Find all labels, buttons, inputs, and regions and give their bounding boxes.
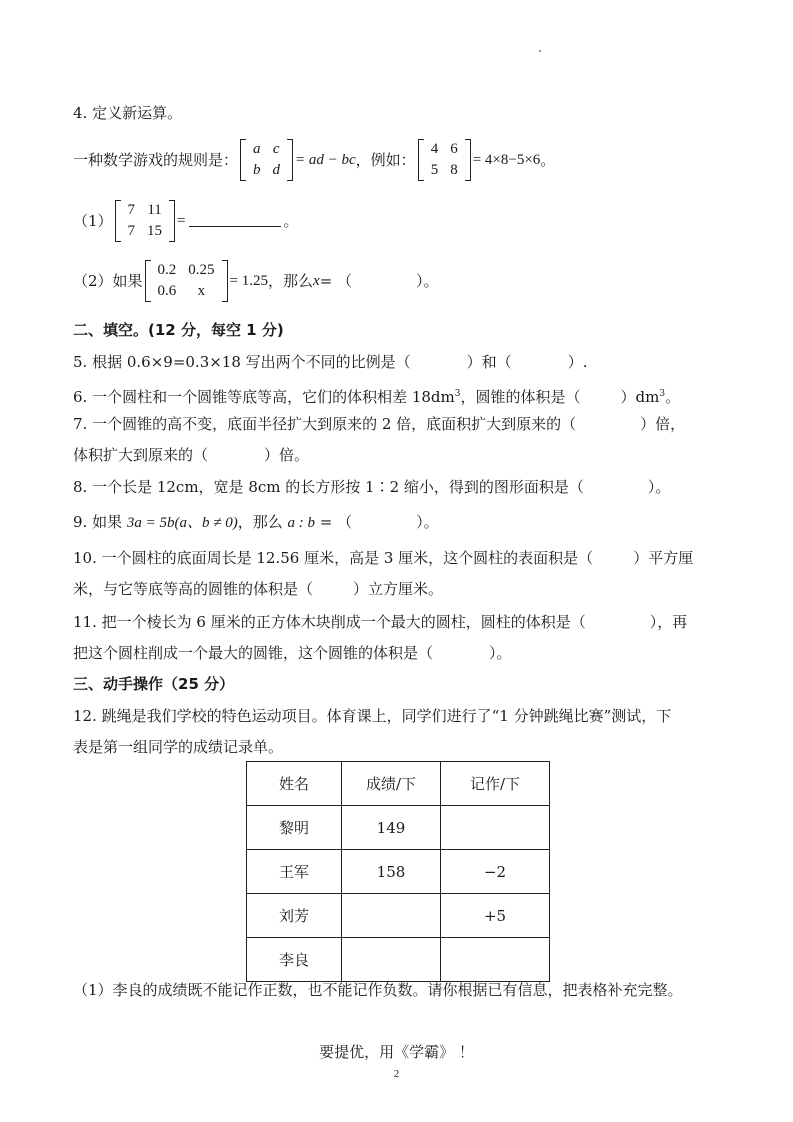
example-matrix (418, 139, 471, 181)
q8-text: 8. 一个长是 12cm，宽是 8cm 的长方形按 1∶2 缩小，得到的图形面积是（ (73, 478, 584, 496)
q11-text: ），再 (649, 613, 688, 631)
q4-rule-end: 。 (540, 151, 556, 169)
q6 (73, 384, 680, 407)
matrix-cell: 0.2 (157, 262, 177, 278)
q9-expression: 3a = 5b(a、b ≠ 0) (126, 515, 238, 531)
superscript: 3 (659, 389, 666, 399)
q5-text: ）和（ (466, 353, 512, 371)
table-cell-record[interactable] (441, 938, 550, 982)
table-cell-score[interactable]: 158 (342, 850, 441, 894)
q4-part1 (73, 198, 299, 244)
part1-label: （1） (73, 212, 113, 230)
q4-rule-line (73, 137, 555, 183)
section2-heading: 二、填空。(12 分，每空 1 分) (73, 321, 284, 339)
q8 (73, 477, 670, 497)
table-header: 成绩/下 (342, 762, 441, 806)
matrix-cell: 8 (450, 162, 458, 178)
q5 (73, 352, 587, 372)
q10-line1 (73, 548, 693, 568)
table-header: 记作/下 (441, 762, 550, 806)
q7-line2 (73, 445, 309, 465)
section3-heading: 三、动手操作（25 分） (73, 675, 235, 693)
table-header: 姓名 (247, 762, 342, 806)
q8-text: ）。 (647, 478, 671, 496)
matrix-cell: 5 (430, 162, 439, 178)
score-table (246, 761, 550, 982)
table-cell-name: 刘芳 (247, 894, 342, 938)
q11-text: ）。 (489, 644, 512, 662)
page-number: 2 (393, 1068, 400, 1080)
q11-text: 把这个圆柱削成一个最大的圆锥，这个圆锥的体积是（ (73, 644, 434, 662)
table-cell-record[interactable] (441, 806, 550, 850)
q6-text: ）dm (620, 388, 660, 406)
q10-line2 (73, 579, 443, 599)
q9-text: 9. 如果 (73, 513, 127, 531)
q10-text: ）立方厘米。 (353, 580, 444, 598)
q4-part2 (73, 258, 439, 304)
table-row (247, 806, 550, 850)
q12-part1: （1）李良的成绩既不能记作正数，也不能记作负数。请你根据已有信息，把表格补充完整。 (73, 981, 683, 999)
scan-speck (539, 50, 541, 52)
q7-text: ）倍。 (264, 446, 310, 464)
q6-text: 。 (665, 388, 681, 406)
table-cell-name: 李良 (247, 938, 342, 982)
q4-rule-prefix: 一种数学游戏的规则是： (73, 151, 239, 169)
matrix-cell: a (253, 141, 261, 157)
q12-line2: 表是第一组同学的成绩记录单。 (73, 738, 284, 756)
q12-line1: 12. 跳绳是我们学校的特色运动项目。体育课上，同学们进行了“1 分钟跳绳比赛”测试，下 (73, 707, 672, 725)
part1-end: 。 (283, 212, 299, 230)
table-row (247, 850, 550, 894)
q7-text: 7. 一个圆锥的高不变，底面半径扩大到原来的 2 倍，底面积扩大到原来的（ (73, 415, 577, 433)
table-cell-record[interactable]: −2 (441, 850, 550, 894)
q6-text: 6. 一个圆柱和一个圆锥等底等高，它们的体积相差 18dm (73, 388, 455, 406)
q7-line1 (73, 414, 685, 434)
part2-label: （2）如果 (73, 272, 143, 290)
q10-text: ）平方厘 (633, 549, 694, 567)
table-cell-score[interactable]: 149 (342, 806, 441, 850)
matrix-cell: 0.25 (188, 262, 215, 278)
example-result: = 4×8−5×6 (472, 152, 541, 168)
part2-then: ，那么 (268, 272, 314, 290)
part2-eq: = （ (319, 272, 353, 290)
q6-text: ，圆锥的体积是（ (460, 388, 581, 406)
part1-eq: = (177, 213, 186, 229)
table-row (247, 938, 550, 982)
q4-title: 4. 定义新运算。 (73, 104, 183, 122)
q11-line2 (73, 643, 512, 663)
q9-ratio: a : b (287, 515, 315, 531)
matrix-cell: c (272, 141, 280, 157)
matrix-cell: 6 (450, 141, 458, 157)
table-cell-name: 王军 (247, 850, 342, 894)
part2-end: ）。 (416, 272, 439, 290)
matrix-cell: 0.6 (157, 283, 177, 299)
q5-text: ）. (567, 353, 588, 371)
table-cell-score[interactable] (342, 938, 441, 982)
q9-text: = （ (315, 513, 353, 531)
q10-text: 米，与它等底等高的圆锥的体积是（ (73, 580, 314, 598)
q9-text: ，那么 (237, 513, 288, 531)
table-cell-name: 黎明 (247, 806, 342, 850)
matrix-cell: b (253, 162, 261, 178)
rule-matrix (240, 139, 293, 181)
answer-blank[interactable] (189, 216, 281, 227)
part2-var: x (313, 273, 320, 289)
q9-text: ）。 (416, 513, 439, 531)
rule-result: = ad − bc (295, 152, 356, 168)
superscript: 3 (454, 389, 461, 399)
matrix-cell: 7 (127, 202, 136, 218)
part1-matrix (115, 200, 176, 242)
table-cell-record[interactable]: +5 (441, 894, 550, 938)
part2-result: = 1.25 (229, 273, 269, 289)
q10-text: 10. 一个圆柱的底面周长是 12.56 厘米，高是 3 厘米，这个圆柱的表面积是（ (73, 549, 594, 567)
matrix-cell: x (197, 283, 206, 299)
q7-text: ）倍， (640, 415, 686, 433)
q7-text: 体积扩大到原来的（ (73, 446, 209, 464)
matrix-cell: 11 (147, 202, 162, 218)
matrix-cell: d (272, 162, 281, 178)
table-cell-score[interactable] (342, 894, 441, 938)
q11-text: 11. 把一个棱长为 6 厘米的正方体木块削成一个最大的圆柱，圆柱的体积是（ (73, 613, 586, 631)
example-prefix: ，例如： (355, 151, 416, 169)
matrix-cell: 4 (430, 141, 439, 157)
q9 (73, 512, 439, 533)
table-row (247, 894, 550, 938)
part2-matrix (145, 260, 228, 302)
q5-text: 5. 根据 0.6×9=0.3×18 写出两个不同的比例是（ (73, 353, 411, 371)
table-header-row (247, 762, 550, 806)
q11-line1 (73, 612, 687, 632)
matrix-cell: 15 (147, 223, 163, 239)
footer-slogan: 要提优，用《学霸》 ！ (319, 1043, 474, 1061)
matrix-cell: 7 (127, 223, 136, 239)
